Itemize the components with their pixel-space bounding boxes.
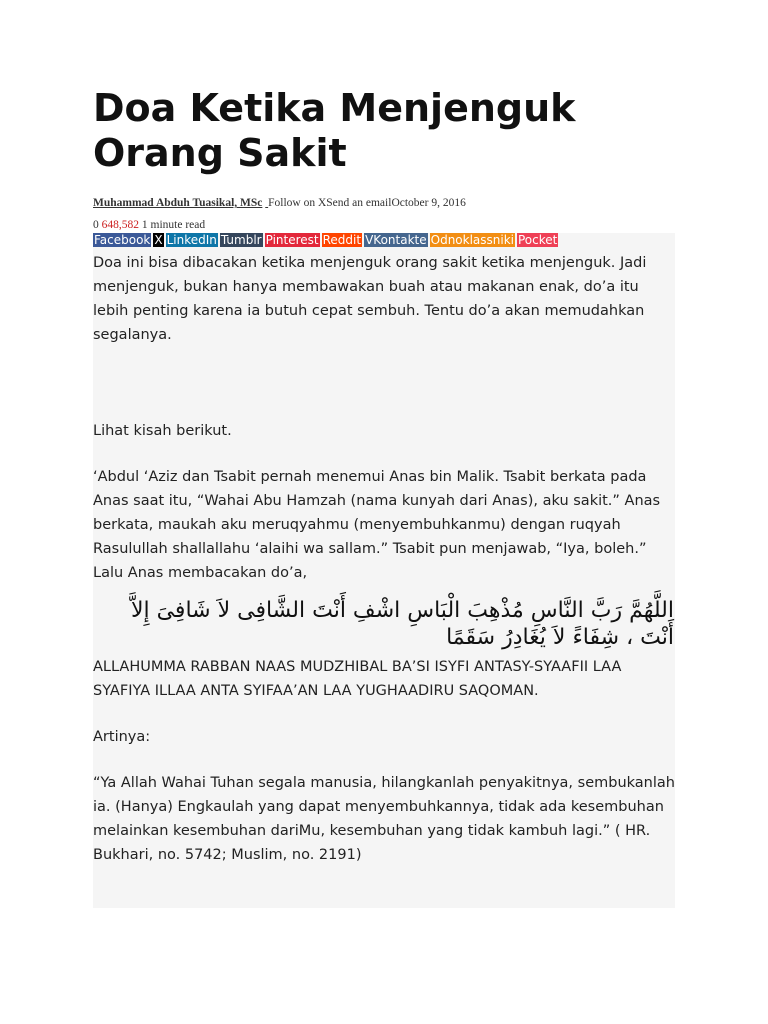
story-paragraph: ‘Abdul ‘Aziz dan Tsabit pernah menemui Anas bin Malik. Tsabit berkata pada Anas saat itu, “Wahai Abu Hamzah (nama kunyah dari Anas), aku sakit.” Anas berkata, maukah aku meruqyahmu (menyembuhkanmu) dengan ruqyah Rasulullah shallallahu ‘alaihi wa sallam.” Tsabit pun menjawab, “Iya, boleh.” Lalu Anas membacakan do’a,: [93, 469, 661, 581]
artinya-label: Artinya:: [93, 729, 151, 745]
follow-on-x-text[interactable]: Follow on X: [268, 197, 327, 209]
author-link[interactable]: Muhammad Abduh Tuasikal, MSc: [93, 197, 263, 209]
share-reddit-button[interactable]: Reddit: [322, 233, 362, 247]
view-count: 648,582: [101, 219, 139, 231]
intro-paragraph: Doa ini bisa dibacakan ketika menjenguk orang sakit ketika menjenguk. Jadi menjenguk, bukan hanya membawakan buah atau makanan enak, do’a itu lebih penting karena ia butuh cepat sembuh. Tentu do’a akan memudahkan segalanya.: [93, 255, 647, 343]
share-x-button[interactable]: X: [154, 233, 163, 247]
post-meta-top: [93, 197, 466, 209]
translation-paragraph: “Ya Allah Wahai Tuhan segala manusia, hilangkanlah penyakitnya, sembukanlah ia. (Hanya) Engkaulah yang dapat menyembuhkannya, tidak ada kesembuhan melainkan kesembuhan dariMu, kesembuhan yang tidak kambuh lagi.” ( HR. Bukhari, no. 5742; Muslim, no. 2191): [93, 775, 675, 863]
page-title: Doa Ketika Menjenguk Orang Sakit: [93, 86, 576, 175]
share-facebook-button[interactable]: Facebook: [94, 233, 151, 247]
share-pocket-button[interactable]: Pocket: [518, 233, 558, 247]
read-time: 1 minute read: [141, 219, 206, 231]
share-vkontakte-button[interactable]: VKontakte: [365, 233, 427, 247]
share-linkedin-button[interactable]: LinkedIn: [166, 233, 217, 247]
share-pinterest-button[interactable]: Pinterest: [265, 233, 319, 247]
latin-transliteration: ALLAHUMMA RABBAN NAAS MUDZHIBAL BA’SI ISYFI ANTASY-SYAAFII LAA SYAFIYA ILLAA ANTA SYIFAA’AN LAA YUGHAADIRU SAQOMAN.: [93, 659, 622, 699]
article-body: [93, 251, 678, 867]
share-tumblr-button[interactable]: Tumblr: [220, 233, 262, 247]
kisah-paragraph: Lihat kisah berikut.: [93, 423, 232, 439]
post-stats: [93, 219, 205, 231]
comment-count[interactable]: 0: [93, 219, 99, 231]
share-odnoklassniki-button[interactable]: Odnoklassniki: [430, 233, 514, 247]
post-date: October 9, 2016: [391, 197, 466, 209]
arabic-prayer: اللَّهُمَّ رَبَّ النَّاسِ مُذْهِبَ الْبَاسِ اشْفِ أَنْتَ الشَّافِى لاَ شَافِىَ إِلاَّ أَنْتَ ، شِفَاءً لاَ يُغَادِرُ سَقَمًا: [130, 598, 674, 650]
share-bar: [93, 233, 558, 247]
send-email-link[interactable]: Send an email: [326, 197, 392, 209]
